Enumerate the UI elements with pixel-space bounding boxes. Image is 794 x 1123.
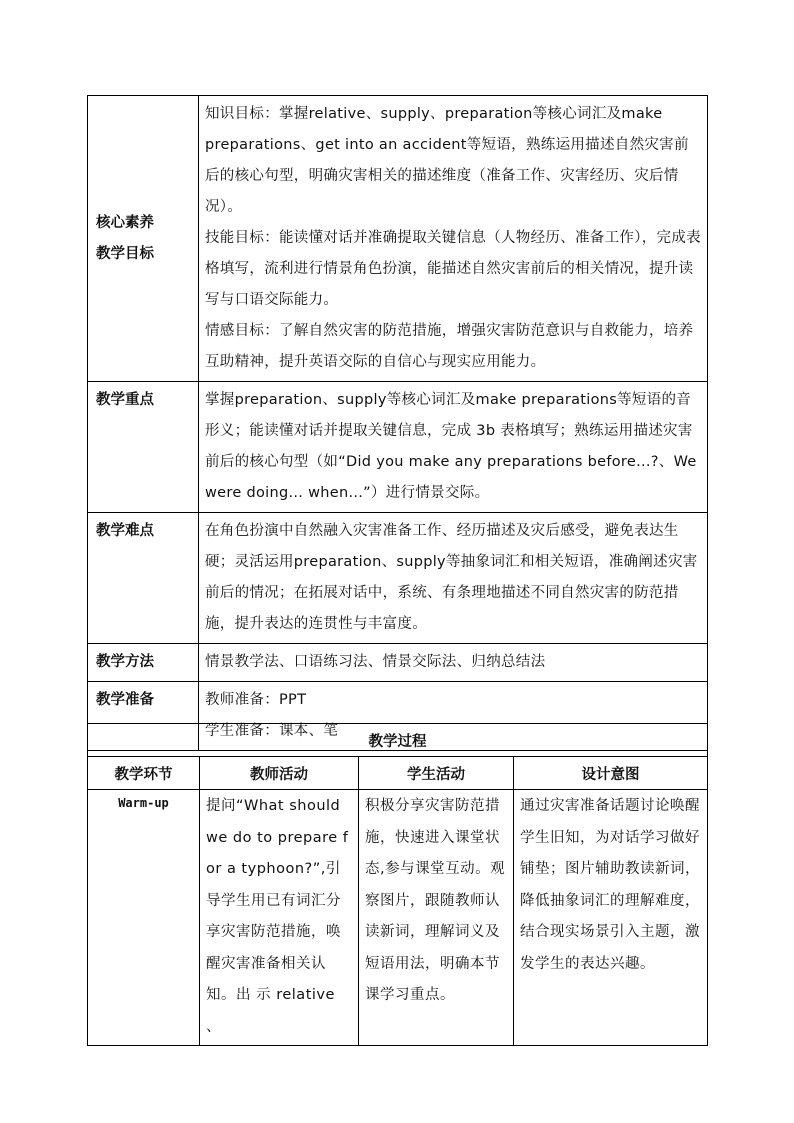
row-key-points (88, 382, 708, 513)
process-header-row (88, 757, 708, 790)
design-intent-cell: 通过灾害准备话题讨论唤醒学生旧知，为对话学习做好铺垫；图片辅助教读新词，降低抽象词汇的理解难度，结合现实场景引入主题，激发学生的表达兴趣。 (514, 790, 708, 1046)
row-content (199, 513, 708, 644)
process-title: 教学过程 (88, 724, 708, 757)
skill-objective: 技能目标：能读懂对话并准确提取关键信息（人物经历、准备工作），完成表格填写，流利进行情景角色扮演，能描述自然灾害前后的相关情况，提升读写与口语交际能力。 (205, 230, 701, 308)
header-teacher-activity: 教师活动 (200, 757, 359, 790)
label-line: 教学难点 (96, 523, 154, 539)
student-preparation: 学生准备：课本、笔 (205, 723, 339, 739)
process-title-row (88, 724, 708, 757)
difficulties-text: 在角色扮演中自然融入灾害准备工作、经历描述及灾后感受，避免表达生硬；灵活运用preparation、supply等抽象词汇和相关短语，准确阐述灾害前后的情况；在拓展对话中，系统、有条理地描述不同自然灾害的防范措施，提升表达的连贯性与丰富度。 (205, 523, 698, 632)
row-core-objectives (88, 96, 708, 382)
header-design-intent: 设计意图 (514, 757, 708, 790)
row-content (199, 382, 708, 513)
row-difficulties (88, 513, 708, 644)
teacher-preparation: 教师准备：PPT (205, 692, 307, 708)
teaching-process-table (87, 723, 708, 1046)
header-student-activity: 学生活动 (359, 757, 514, 790)
label-line: 教学准备 (96, 692, 154, 708)
row-content (199, 96, 708, 382)
row-methods (88, 644, 708, 682)
header-stage: 教学环节 (88, 757, 200, 790)
row-content (199, 644, 708, 682)
stage-cell: Warm-up (88, 790, 200, 1046)
key-points-text: 掌握preparation、supply等核心词汇及make preparations等短语的音形义；能读懂对话并提取关键信息，完成 3b 表格填写；熟练运用描述灾害前后的核心句型（如“Did you make any preparations before...?、We were doing... when...”）进行情景交际。 (205, 392, 697, 501)
process-row-warmup (88, 790, 708, 1046)
methods-text: 情景教学法、口语练习法、情景交际法、归纳总结法 (205, 654, 546, 670)
row-label (88, 644, 199, 682)
emotion-objective: 情感目标：了解自然灾害的防范措施，增强灾害防范意识与自救能力，培养互助精神，提升英语交际的自信心与现实应用能力。 (205, 323, 694, 370)
label-line: 教学方法 (96, 654, 154, 670)
teacher-activity-cell: 提问“What should we do to prepare for a typhoon?”,引导学生用已有词汇分享灾害防范措施，唤醒灾害准备相关认知。出 示 relative 、 (200, 790, 359, 1046)
row-label (88, 96, 199, 382)
label-line: 教学重点 (96, 392, 154, 408)
knowledge-objective: 知识目标：掌握relative、supply、preparation等核心词汇及make preparations、get into an accident等短语，熟练运用描述自然灾害前后的核心句型，明确灾害相关的描述维度（准备工作、灾害经历、灾后情况）。 (205, 106, 689, 215)
row-label (88, 513, 199, 644)
label-line: 核心素养 (96, 214, 154, 231)
row-label (88, 382, 199, 513)
student-activity-cell: 积极分享灾害防范措施，快速进入课堂状态,参与课堂互动。观察图片，跟随教师认读新词，理解词义及短语用法，明确本节课学习重点。 (359, 790, 514, 1046)
label-line: 教学目标 (96, 245, 154, 262)
lesson-info-table (87, 95, 708, 751)
